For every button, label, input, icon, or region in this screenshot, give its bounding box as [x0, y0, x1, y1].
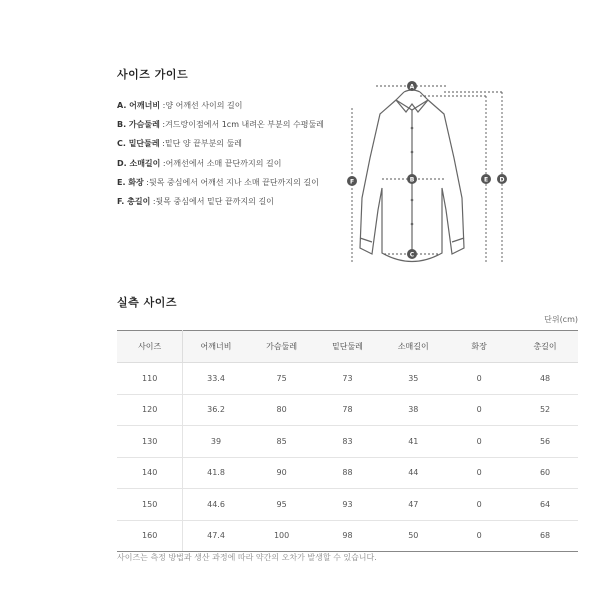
cell-sleeve: 35	[380, 363, 446, 395]
cell-shoulder: 33.4	[183, 363, 249, 395]
header-shoulder: 어깨너비	[183, 331, 249, 363]
guide-item-a	[117, 100, 324, 119]
cell-chest: 95	[249, 489, 315, 521]
cell-length: 48	[512, 363, 578, 395]
label-d: D	[499, 176, 505, 184]
marker-c	[407, 249, 417, 259]
guide-key: C. 밑단둘레	[117, 139, 160, 149]
cell-sleeve: 41	[380, 426, 446, 458]
label-b: B	[409, 176, 415, 184]
guide-item-d	[117, 158, 324, 177]
table-row	[117, 363, 578, 395]
header-sleeve-total: 화장	[446, 331, 512, 363]
guide-key: D. 소매길이	[117, 158, 161, 168]
cell-sleeve: 47	[380, 489, 446, 521]
cell-chest: 85	[249, 426, 315, 458]
cell-length: 68	[512, 520, 578, 552]
size-guide-title: 사이즈 가이드	[117, 68, 189, 81]
guide-key: B. 가슴둘레	[117, 120, 160, 130]
guide-desc: :뒷목 중심에서 어깨선 지나 소매 끝단까지의 길이	[143, 177, 319, 187]
cell-chest: 90	[249, 457, 315, 489]
cell-hem: 83	[315, 426, 381, 458]
actual-size-title: 실측 사이즈	[117, 296, 177, 309]
table-row	[117, 457, 578, 489]
cell-hem: 93	[315, 489, 381, 521]
guide-key: A. 어깨너비	[117, 101, 161, 110]
marker-a	[407, 81, 417, 91]
guide-item-c	[117, 138, 324, 157]
cell-shoulder: 47.4	[183, 520, 249, 552]
label-f: F	[349, 178, 355, 186]
header-length: 총길이	[512, 331, 578, 363]
cell-chest: 100	[249, 520, 315, 552]
marker-d	[497, 174, 507, 184]
header-chest: 가슴둘레	[249, 331, 315, 363]
cell-sleeve-total: 0	[446, 457, 512, 489]
cell-shoulder: 39	[183, 426, 249, 458]
label-c: C	[409, 251, 415, 259]
marker-b	[407, 174, 417, 184]
cell-size: 110	[117, 363, 183, 395]
guide-key: E. 화장	[117, 177, 144, 187]
header-sleeve: 소매길이	[380, 331, 446, 363]
cell-length: 60	[512, 457, 578, 489]
marker-f	[347, 176, 357, 186]
cell-sleeve-total: 0	[446, 489, 512, 521]
cell-hem: 88	[315, 457, 381, 489]
cell-sleeve-total: 0	[446, 394, 512, 426]
guide-desc: :겨드랑이점에서 1cm 내려온 부분의 수평둘레	[159, 120, 324, 130]
measurement-note: 사이즈는 측정 방법과 생산 과정에 따라 약간의 오차가 발생할 수 있습니다.	[117, 553, 377, 562]
table-row	[117, 489, 578, 521]
header-hem: 밑단둘레	[315, 331, 381, 363]
guide-item-b	[117, 119, 324, 138]
shirt-diagram	[340, 78, 520, 278]
cell-sleeve: 44	[380, 457, 446, 489]
cell-length: 64	[512, 489, 578, 521]
header-size: 사이즈	[117, 331, 183, 363]
table-row	[117, 520, 578, 552]
cell-chest: 80	[249, 394, 315, 426]
table-row	[117, 426, 578, 458]
cell-length: 52	[512, 394, 578, 426]
marker-e	[481, 174, 491, 184]
cell-hem: 73	[315, 363, 381, 395]
cell-size: 130	[117, 426, 183, 458]
cell-sleeve-total: 0	[446, 520, 512, 552]
guide-desc: :어깨선에서 소매 끝단까지의 길이	[160, 158, 282, 168]
cell-size: 150	[117, 489, 183, 521]
cell-shoulder: 36.2	[183, 394, 249, 426]
label-e: E	[483, 176, 489, 184]
guide-desc: :밑단 양 끝부분의 둘레	[159, 139, 243, 149]
cell-hem: 78	[315, 394, 381, 426]
guide-desc: :뒷목 중심에서 밑단 끝까지의 길이	[150, 196, 274, 206]
cell-sleeve: 38	[380, 394, 446, 426]
guide-item-e	[117, 177, 324, 196]
cell-length: 56	[512, 426, 578, 458]
table-row	[117, 394, 578, 426]
cell-chest: 75	[249, 363, 315, 395]
cell-sleeve-total: 0	[446, 426, 512, 458]
cell-size: 160	[117, 520, 183, 552]
cell-sleeve: 50	[380, 520, 446, 552]
cell-sleeve-total: 0	[446, 363, 512, 395]
label-a: A	[409, 83, 415, 91]
table-header-row	[117, 331, 578, 363]
unit-label: 단위(cm)	[544, 315, 578, 324]
cell-shoulder: 41.8	[183, 457, 249, 489]
cell-size: 140	[117, 457, 183, 489]
cell-size: 120	[117, 394, 183, 426]
size-table	[117, 330, 578, 552]
cell-hem: 98	[315, 520, 381, 552]
guide-desc: :양 어깨선 사이의 길이	[160, 101, 243, 110]
size-guide-list	[117, 100, 324, 215]
guide-key: F. 총길이	[117, 196, 151, 206]
guide-item-f	[117, 196, 324, 215]
cell-shoulder: 44.6	[183, 489, 249, 521]
